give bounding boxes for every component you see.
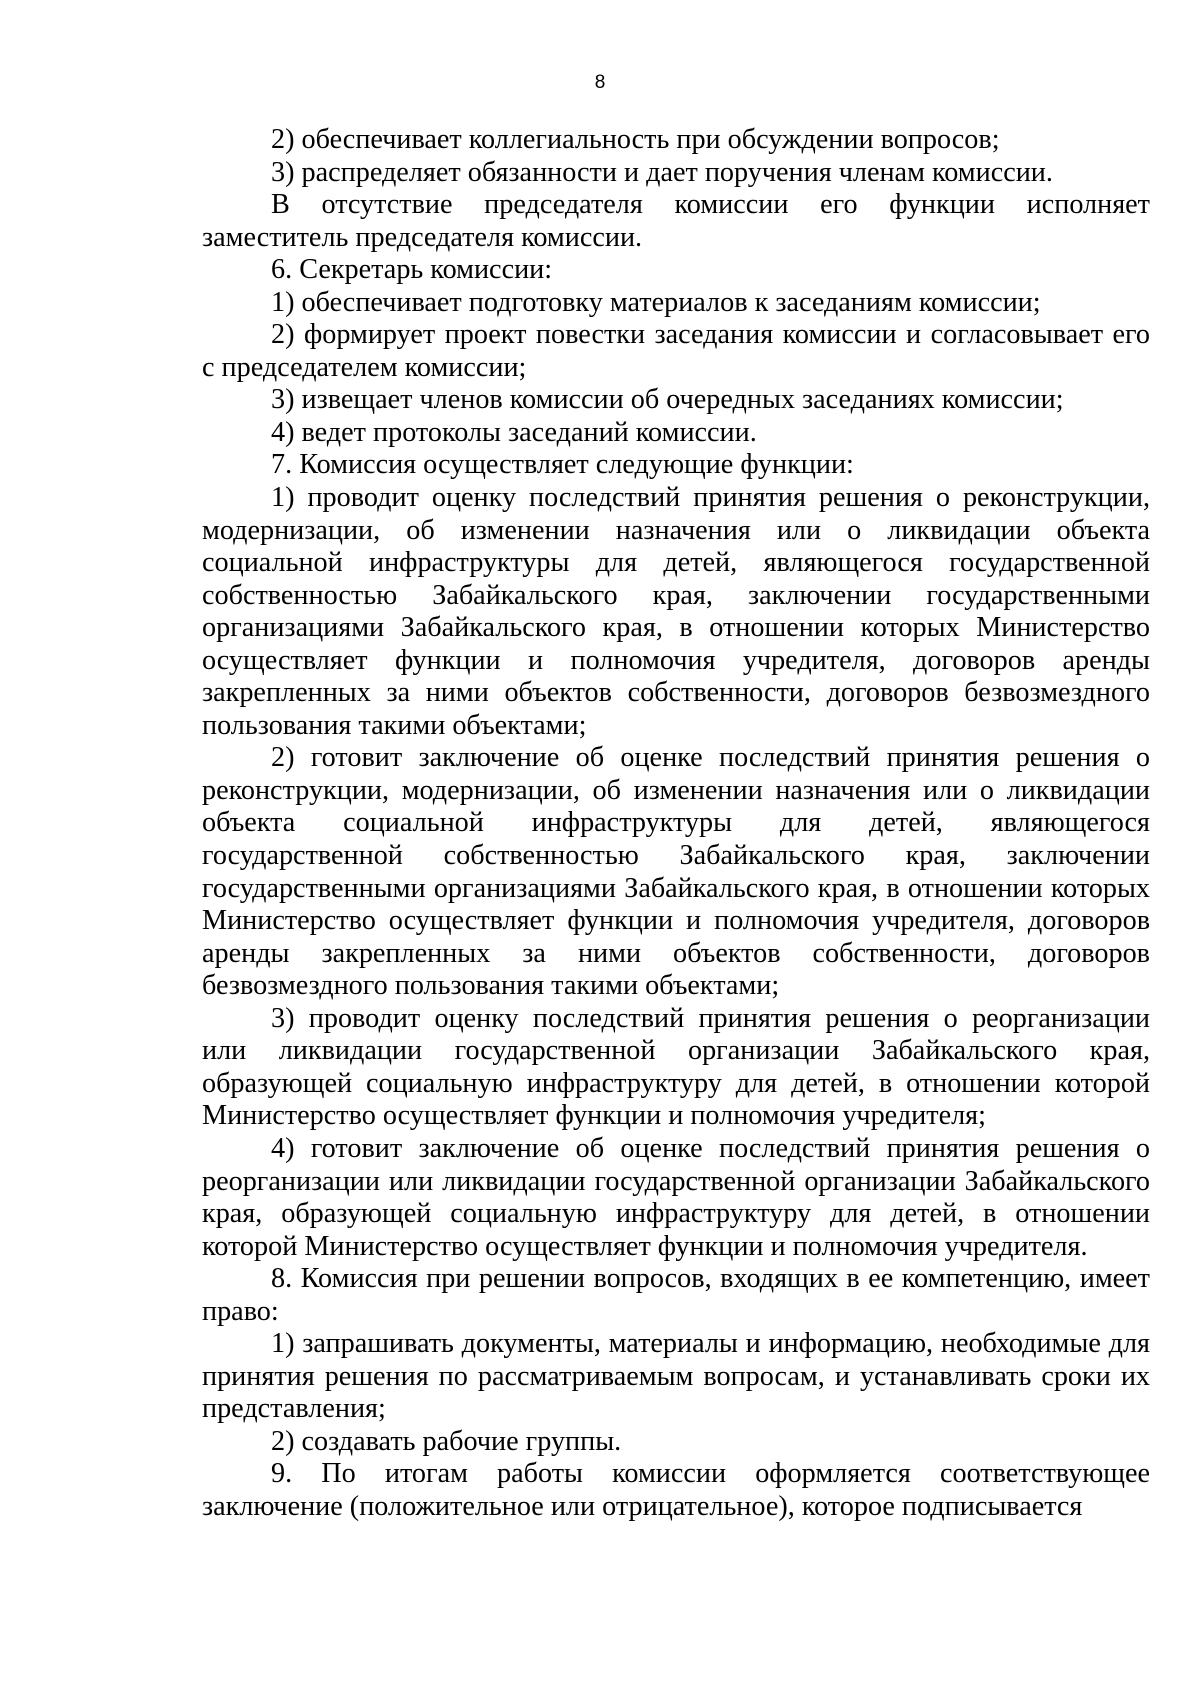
paragraph: 2) обеспечивает коллегиальность при обсуждении вопросов; — [271, 124, 1000, 155]
paragraph: 6. Секретарь комиссии: — [271, 254, 553, 286]
paragraph: 2) создавать рабочие группы. — [271, 1425, 622, 1457]
paragraph: 1) обеспечивает подготовку материалов к заседаниям комиссии; — [271, 286, 1041, 318]
paragraph: В отсутствие председателя комиссии его функции исполняет заместитель председателя комиссии. — [202, 189, 1150, 253]
paragraph: 4) ведет протоколы заседаний комиссии. — [271, 416, 757, 448]
document-body — [202, 124, 1150, 1524]
paragraph: 3) извещает членов комиссии об очередных заседаниях комиссии; — [271, 384, 1064, 416]
paragraph: 9. По итогам работы комиссии оформляется соответствующее заключение (положительное или отрицательное), которое подписывается — [202, 1458, 1150, 1522]
paragraph: 3) распределяет обязанности и дает поручения членам комиссии. — [271, 156, 1053, 188]
paragraph: 1) проводит оценку последствий принятия решения о реконструкции, модернизации, об изменении назначения или о ликвидации объекта социальной инфраструктуры для детей, являющегося государственной собственностью Забайкальского края, заключении государственными организациями Забайкальского края, в отношении которых Министерство осуществляет функции и полномочия учредителя, договоров аренды закрепленных за ними объектов собственности, договоров безвозмездного пользования такими объектами; — [202, 482, 1150, 741]
page-number: 8 — [594, 72, 606, 93]
paragraph: 2) готовит заключение об оценке последствий принятия решения о реконструкции, модернизации, об изменении назначения или о ликвидации объекта социальной инфраструктуры для детей, являющегося государственной собственностью Забайкальского края, заключении государственными организациями Забайкальского края, в отношении которых Министерство осуществляет функции и полномочия учредителя, договоров аренды закрепленных за ними объектов собственности, договоров безвозмездного пользования такими объектами; — [202, 742, 1150, 1002]
paragraph: 3) проводит оценку последствий принятия решения о реорганизации или ликвидации государственной организации Забайкальского края, образующей социальную инфраструктуру для детей, в отношении которой Министерство осуществляет функции и полномочия учредителя; — [202, 1002, 1150, 1132]
paragraph: 4) готовит заключение об оценке последствий принятия решения о реорганизации или ликвидации государственной организации Забайкальского края, образующей социальную инфраструктуру для детей, в отношении которой Министерство осуществляет функции и полномочия учредителя. — [202, 1132, 1150, 1262]
paragraph: 1) запрашивать документы, материалы и информацию, необходимые для принятия решения по рассматриваемым вопросам, и устанавливать сроки их представления; — [202, 1328, 1150, 1425]
paragraph: 7. Комиссия осуществляет следующие функции: — [271, 449, 854, 481]
paragraph: 2) формирует проект повестки заседания комиссии и согласовывает его с председателем комиссии; — [202, 319, 1150, 383]
paragraph: 8. Комиссия при решении вопросов, входящих в ее компетенцию, имеет право: — [202, 1263, 1150, 1327]
